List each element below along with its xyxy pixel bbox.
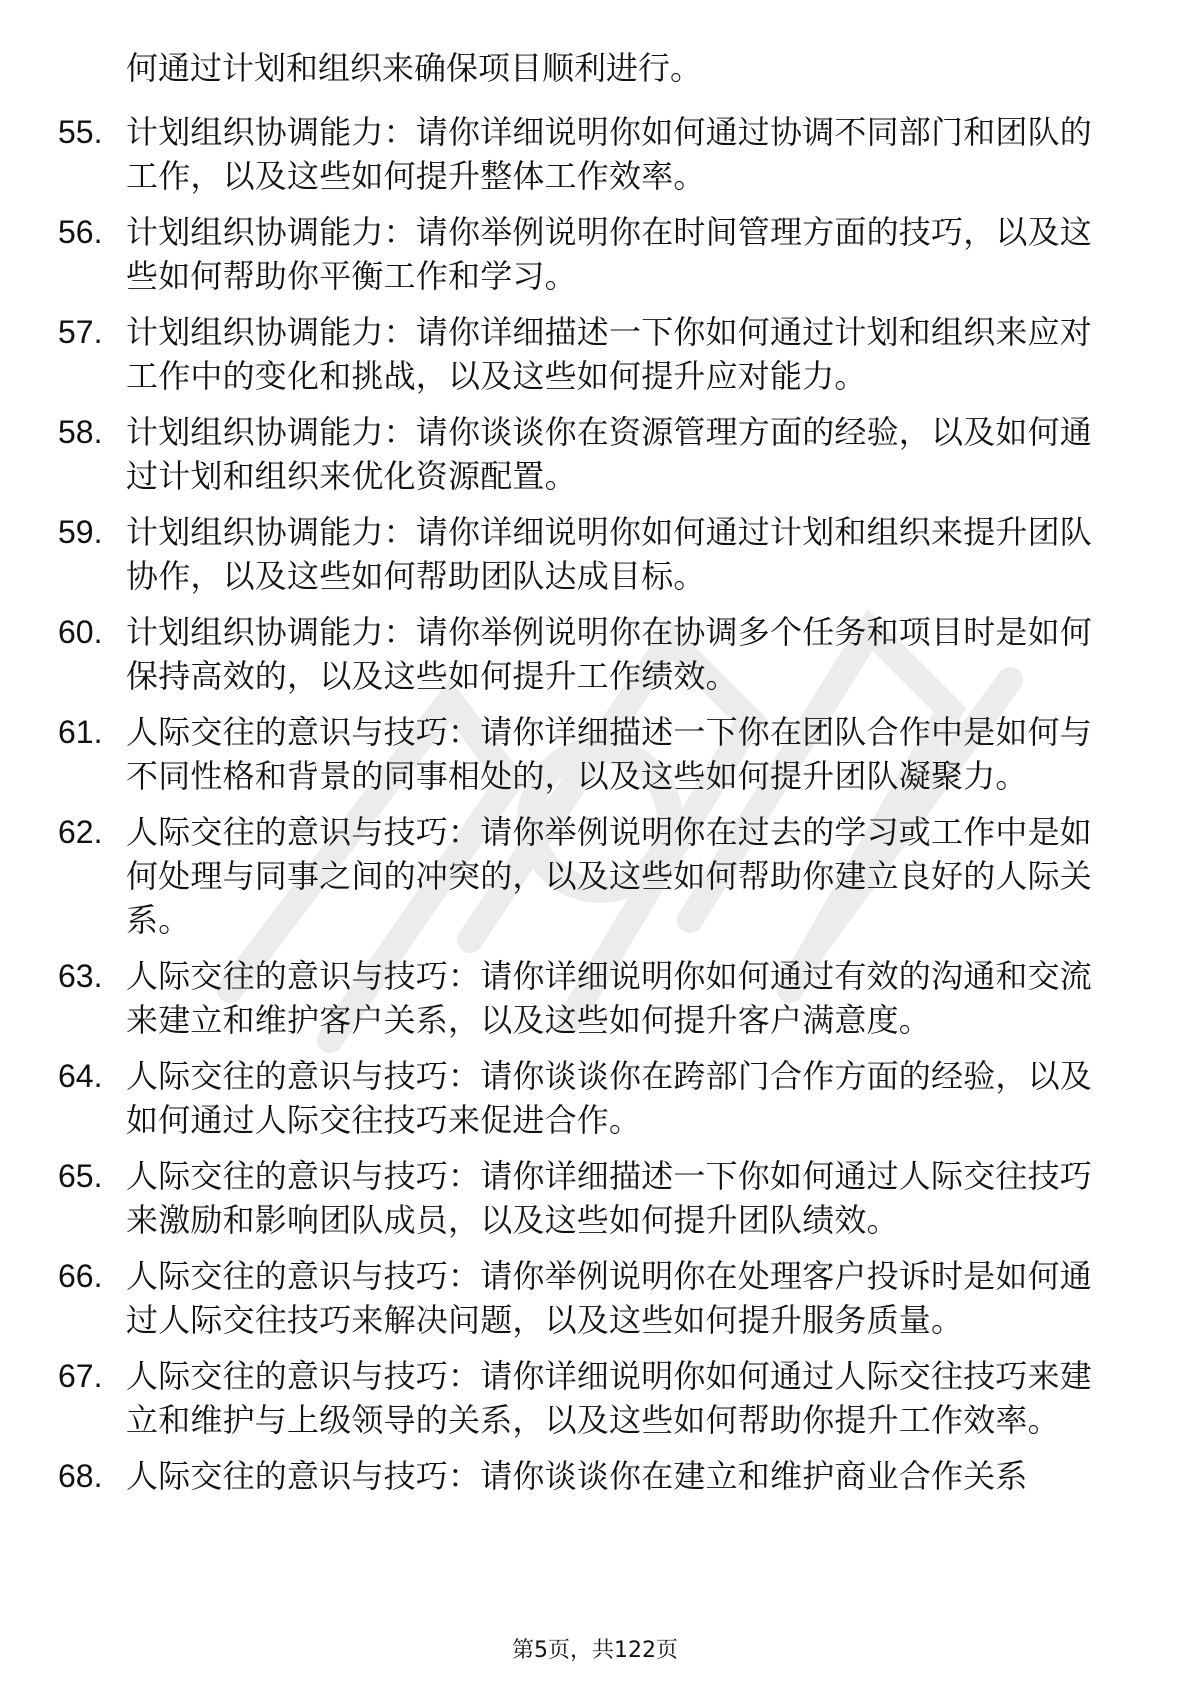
list-item — [0, 1454, 1106, 1498]
question-text: 计划组织协调能力：请你谈谈你在资源管理方面的经验，以及如何通过计划和组织来优化资源配置。 — [126, 413, 1093, 495]
list-item — [0, 1354, 1106, 1442]
question-text: 人际交往的意识与技巧：请你详细描述一下你在团队合作中是如何与不同性格和背景的同事相处的，以及这些如何提升团队凝聚力。 — [126, 713, 1093, 795]
question-number: 68. — [58, 1458, 103, 1494]
question-text: 人际交往的意识与技巧：请你详细说明你如何通过有效的沟通和交流来建立和维护客户关系，以及这些如何提升客户满意度。 — [126, 957, 1093, 1039]
question-number: 55. — [58, 114, 103, 150]
question-number: 66. — [58, 1258, 103, 1294]
question-text: 人际交往的意识与技巧：请你谈谈你在建立和维护商业合作关系 — [126, 1457, 1028, 1495]
question-number: 65. — [58, 1158, 103, 1194]
question-text: 人际交往的意识与技巧：请你举例说明你在处理客户投诉时是如何通过人际交往技巧来解决问题，以及这些如何提升服务质量。 — [126, 1257, 1093, 1339]
question-number: 58. — [58, 414, 103, 450]
question-text: 人际交往的意识与技巧：请你举例说明你在过去的学习或工作中是如何处理与同事之间的冲突的，以及这些如何帮助你建立良好的人际关系。 — [126, 813, 1093, 939]
question-number: 57. — [58, 314, 103, 350]
page-content — [0, 46, 1190, 1498]
list-item — [0, 954, 1106, 1042]
question-text: 人际交往的意识与技巧：请你详细描述一下你如何通过人际交往技巧来激励和影响团队成员，以及这些如何提升团队绩效。 — [126, 1157, 1093, 1239]
list-item — [0, 310, 1106, 398]
question-number: 60. — [58, 614, 103, 650]
continuation-text: 何通过计划和组织来确保项目顺利进行。 — [126, 49, 703, 87]
question-text: 人际交往的意识与技巧：请你详细说明你如何通过人际交往技巧来建立和维护与上级领导的关系，以及这些如何帮助你提升工作效率。 — [126, 1357, 1093, 1439]
list-item — [0, 610, 1106, 698]
list-item — [0, 710, 1106, 798]
question-number: 63. — [58, 958, 103, 994]
question-number: 61. — [58, 714, 103, 750]
question-number: 64. — [58, 1058, 103, 1094]
list-item — [0, 1054, 1106, 1142]
list-item — [0, 210, 1106, 298]
list-item — [0, 510, 1106, 598]
question-number: 67. — [58, 1358, 103, 1394]
list-item — [0, 810, 1106, 942]
question-text: 计划组织协调能力：请你详细描述一下你如何通过计划和组织来应对工作中的变化和挑战，以及这些如何提升应对能力。 — [126, 313, 1093, 395]
question-list — [0, 110, 1190, 1498]
list-item — [0, 1254, 1106, 1342]
question-text: 人际交往的意识与技巧：请你谈谈你在跨部门合作方面的经验，以及如何通过人际交往技巧来促进合作。 — [126, 1057, 1093, 1139]
list-item — [0, 110, 1106, 198]
page-footer: 第5页，共122页 — [512, 1638, 678, 1663]
question-number: 62. — [58, 814, 103, 850]
question-number: 59. — [58, 514, 103, 550]
list-item — [0, 1154, 1106, 1242]
question-text: 计划组织协调能力：请你详细说明你如何通过协调不同部门和团队的工作，以及这些如何提升整体工作效率。 — [126, 113, 1093, 195]
question-text: 计划组织协调能力：请你详细说明你如何通过计划和组织来提升团队协作，以及这些如何帮助团队达成目标。 — [126, 513, 1093, 595]
question-text: 计划组织协调能力：请你举例说明你在时间管理方面的技巧，以及这些如何帮助你平衡工作和学习。 — [126, 213, 1093, 295]
question-number: 56. — [58, 214, 103, 250]
list-item — [0, 410, 1106, 498]
question-text: 计划组织协调能力：请你举例说明你在协调多个任务和项目时是如何保持高效的，以及这些如何提升工作绩效。 — [126, 613, 1093, 695]
